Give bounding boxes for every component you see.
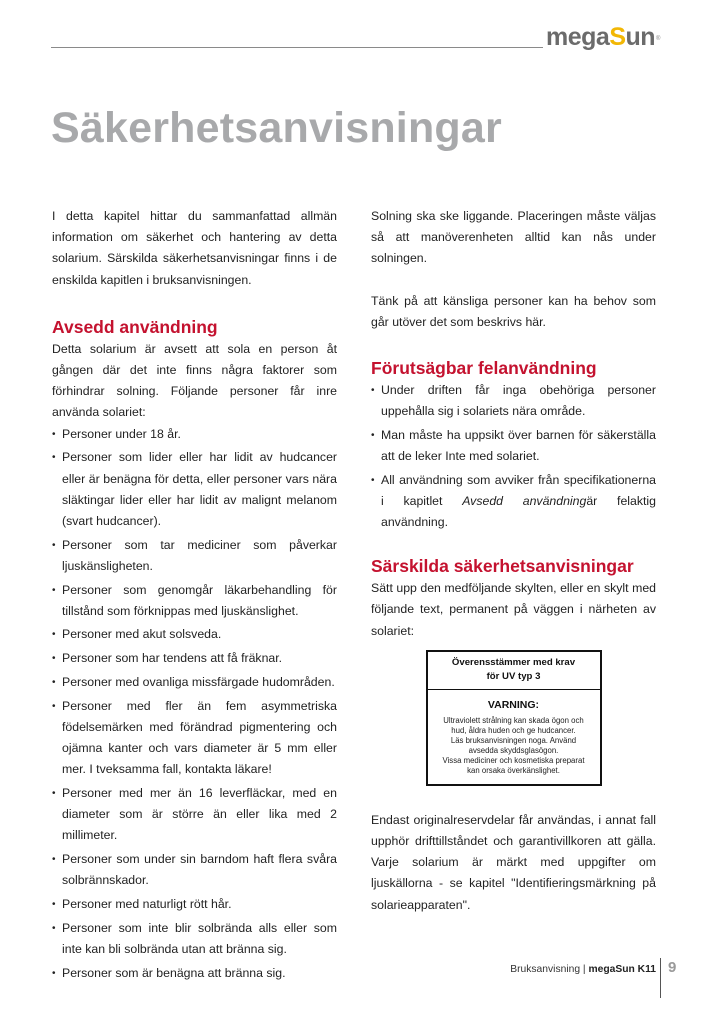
list-item: • Personer med akut solsveda. <box>52 624 337 645</box>
section-heading-intended-use: Avsedd användning <box>52 316 218 337</box>
list-item: • Personer med ovanliga missfärgade hudområden. <box>52 672 337 693</box>
sign-text-line: kan orsaka överkänslighet. <box>467 765 560 775</box>
uv-warning-sign <box>426 650 602 786</box>
list-item: • Personer under 18 år. <box>52 424 337 445</box>
logo-text-s: S <box>609 23 626 51</box>
right-column <box>371 206 656 916</box>
list-item: • Personer med fler än fem asymmetriska födelsemärken med förändrad pigmentering och ojämna kanter och vars diameter är 5 mm eller mer. I tveksamma fall, kontakta läkare! <box>52 696 337 781</box>
sign-warning-label: VARNING: <box>487 698 540 711</box>
list-item: • Personer som inte blir solbrända alls eller som inte kan bli solbrända utan att bränna sig. <box>52 918 337 960</box>
list-item: • Man måste ha uppsikt över barnen för säkerställa att de leker Inte med solariet. <box>371 425 656 467</box>
page-title: Säkerhetsanvisningar <box>51 104 502 152</box>
sign-compliance-header <box>428 652 600 690</box>
footer-product: megaSun K11 <box>588 964 656 975</box>
misuse-text-end: är felaktig användning. <box>381 494 656 530</box>
list-item: • Personer som genomgår läkarbehandling för tillstånd som förknippas med ljuskänslighet. <box>52 580 337 622</box>
section-heading-special-safety: Särskilda säkerhetsanvisningar <box>371 556 634 577</box>
misuse-list <box>371 380 656 533</box>
positioning-paragraph: Solning ska ske liggande. Placeringen måste väljas så att manöverenheten alltid kan nås under solningen. <box>371 209 656 266</box>
logo-text-mega: mega <box>546 23 610 51</box>
logo-text-un: un <box>625 23 656 51</box>
spare-parts-paragraph: Endast originalreservdelar får användas, i annat fall upphör drifttillståndet och garantivillkoren att gälla. Varje solarium är märkt med uppgifter om ljuskällorna - se kapitel "Identifieringsmärkning på solarieapparaten". <box>371 812 656 912</box>
excluded-persons-list <box>52 424 337 984</box>
section-heading-foreseeable-misuse: Förutsägbar felanvändning <box>371 358 597 379</box>
chapter-reference: Avsedd användning <box>462 494 587 509</box>
page-number: 9 <box>668 959 677 976</box>
sign-code-mark <box>426 787 602 792</box>
megasun-logo <box>546 22 660 52</box>
special-safety-intro: Sätt upp den medföljande skylten, eller en skylt med följande text, permanent på väggen i närheten av solariet: <box>371 581 656 638</box>
list-item <box>371 470 656 534</box>
footer-divider <box>660 958 661 998</box>
sign-text-line: Läs bruksanvisningen noga. Använd <box>450 735 577 745</box>
list-item: • Personer som har tendens att få fräknar. <box>52 648 337 669</box>
footer-doc-label: Bruksanvisning | <box>510 964 589 975</box>
footer-label <box>510 964 656 975</box>
registered-mark: ® <box>656 36 660 42</box>
sign-text-line: Vissa mediciner och kosmetiska preparat <box>442 755 585 765</box>
sign-text-line: avsedda skyddsglasögon. <box>468 745 559 755</box>
sign-text-line: hud, åldra huden och ge hudcancer. <box>451 725 576 735</box>
list-item: • Personer med naturligt rött hår. <box>52 894 337 915</box>
list-item: • Personer som är benägna att bränna sig. <box>52 963 337 984</box>
sign-text-line: Ultraviolett strålning kan skada ögon och <box>443 715 584 725</box>
list-item: • Personer som under sin barndom haft flera svåra solbrännskador. <box>52 849 337 891</box>
list-item: • Personer med mer än 16 leverfläckar, med en diameter som är större än eller lika med 2 millimeter. <box>52 783 337 847</box>
intro-paragraph: I detta kapitel hittar du sammanfattad allmän information om säkerhet och hantering av detta solarium. Särskilda säkerhetsanvisningar finns i de enskilda kapitlen i bruksanvisningen. <box>52 209 337 287</box>
intended-use-intro: Detta solarium är avsett att sola en person åt gången där det inte finns några faktorer som förhindrar solning. Följande personer får inre använda solariet: <box>52 341 337 420</box>
list-item: • Personer som tar mediciner som påverkar ljuskänsligheten. <box>52 535 337 577</box>
list-item: • Personer som lider eller har lidit av hudcancer eller är benägna för detta, eller personer vars nära släktingar lider eller har lidit av malignt melanom (svart hudcancer). <box>52 447 337 532</box>
left-column <box>52 206 337 984</box>
sign-compliance-line: Överensstämmer med krav <box>451 656 576 668</box>
sensitive-persons-paragraph: Tänk på att känsliga personer kan ha behov som går utöver det som beskrivs här. <box>371 293 656 329</box>
list-item: • Under driften får inga obehöriga personer uppehålla sig i solariets nära område. <box>371 380 656 422</box>
header-rule <box>51 47 543 48</box>
sign-warning-text <box>428 712 600 784</box>
sign-compliance-line: för UV typ 3 <box>486 670 541 682</box>
misuse-text: All användning som avviker från specifikationerna i kapitlet <box>381 472 656 509</box>
